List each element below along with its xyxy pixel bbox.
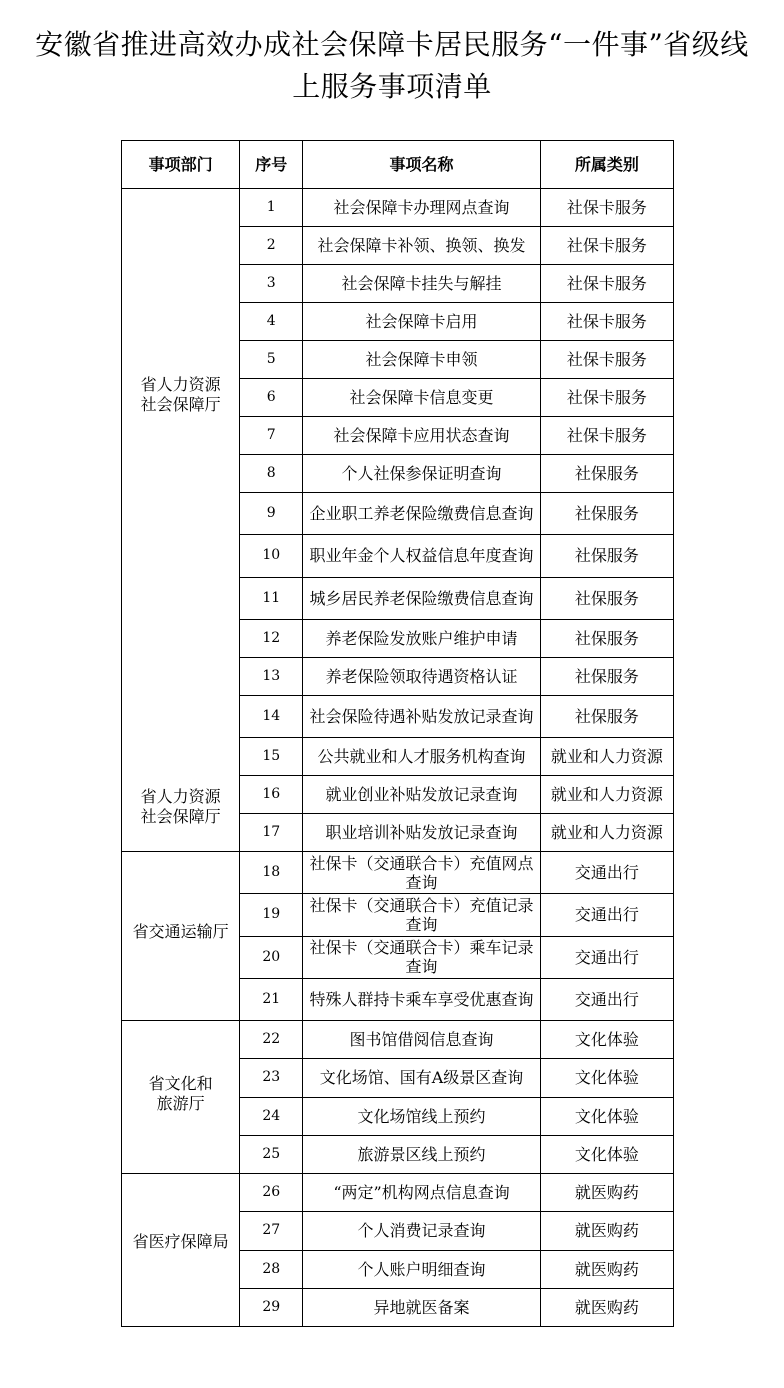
header-name: 事项名称 <box>303 141 540 189</box>
item-category: 文化体验 <box>540 1021 673 1059</box>
document-title <box>0 24 784 108</box>
item-name: 个人社保参保证明查询 <box>303 455 540 493</box>
row-number: 25 <box>240 1135 303 1173</box>
row-number: 19 <box>240 894 303 936</box>
row-number: 9 <box>240 493 303 535</box>
row-number: 5 <box>240 341 303 379</box>
header-dept: 事项部门 <box>122 141 240 189</box>
item-name: 公共就业和人才服务机构查询 <box>303 737 540 775</box>
dept-label-line: 省医疗保障局 <box>132 1232 229 1251</box>
item-category: 社保卡服务 <box>540 227 673 265</box>
item-category: 就医购药 <box>540 1250 673 1288</box>
item-name: 社会保险待遇补贴发放记录查询 <box>303 695 540 737</box>
row-number: 2 <box>240 227 303 265</box>
item-name: 社会保障卡启用 <box>303 303 540 341</box>
item-category: 文化体验 <box>540 1097 673 1135</box>
item-category: 交通出行 <box>540 894 673 936</box>
item-name: 旅游景区线上预约 <box>303 1135 540 1173</box>
item-name: 养老保险发放账户维护申请 <box>303 619 540 657</box>
dept-label-line: 旅游厅 <box>156 1094 205 1113</box>
item-name: 职业培训补贴发放记录查询 <box>303 813 540 851</box>
item-name: 社会保障卡应用状态查询 <box>303 417 540 455</box>
item-name: 就业创业补贴发放记录查询 <box>303 775 540 813</box>
dept-label <box>122 375 239 415</box>
row-number: 23 <box>240 1059 303 1097</box>
table-header-row <box>122 141 674 189</box>
row-number: 12 <box>240 619 303 657</box>
dept-label-line: 省人力资源 <box>140 787 221 806</box>
dept-label-line: 社会保障厅 <box>140 395 221 414</box>
row-number: 10 <box>240 535 303 577</box>
table-body <box>122 189 674 1327</box>
item-category: 社保卡服务 <box>540 265 673 303</box>
title-line-2: 上服务事项清单 <box>292 70 492 103</box>
row-number: 6 <box>240 379 303 417</box>
item-category: 交通出行 <box>540 978 673 1020</box>
item-name: 个人消费记录查询 <box>303 1212 540 1250</box>
item-name: 职业年金个人权益信息年度查询 <box>303 535 540 577</box>
row-number: 16 <box>240 775 303 813</box>
title-line-1: 安徽省推进高效办成社会保障卡居民服务“一件事”省级线 <box>35 28 749 61</box>
item-category: 社保服务 <box>540 619 673 657</box>
item-name: 企业职工养老保险缴费信息查询 <box>303 493 540 535</box>
item-category: 社保服务 <box>540 455 673 493</box>
item-category: 社保卡服务 <box>540 189 673 227</box>
table-row <box>122 1021 674 1059</box>
dept-label <box>122 922 239 942</box>
row-number: 11 <box>240 577 303 619</box>
item-name: 文化场馆、国有A级景区查询 <box>303 1059 540 1097</box>
item-name: 图书馆借阅信息查询 <box>303 1021 540 1059</box>
table-row <box>122 852 674 894</box>
dept-cell <box>122 189 240 852</box>
item-category: 就业和人力资源 <box>540 775 673 813</box>
header-category: 所属类别 <box>540 141 673 189</box>
item-name: 社会保障卡补领、换领、换发 <box>303 227 540 265</box>
row-number: 17 <box>240 813 303 851</box>
dept-label <box>122 1074 239 1114</box>
row-number: 26 <box>240 1174 303 1212</box>
item-name: 社保卡（交通联合卡）充值记录查询 <box>303 894 540 936</box>
item-name: “两定”机构网点信息查询 <box>303 1174 540 1212</box>
item-name: 文化场馆线上预约 <box>303 1097 540 1135</box>
item-name: 特殊人群持卡乘车享受优惠查询 <box>303 978 540 1020</box>
dept-cell <box>122 1174 240 1327</box>
row-number: 20 <box>240 936 303 978</box>
service-list-table <box>121 140 674 1327</box>
item-category: 交通出行 <box>540 852 673 894</box>
row-number: 8 <box>240 455 303 493</box>
row-number: 14 <box>240 695 303 737</box>
item-name: 个人账户明细查询 <box>303 1250 540 1288</box>
item-category: 就医购药 <box>540 1174 673 1212</box>
dept-label <box>122 787 239 827</box>
row-number: 1 <box>240 189 303 227</box>
item-category: 就业和人力资源 <box>540 813 673 851</box>
row-number: 15 <box>240 737 303 775</box>
row-number: 21 <box>240 978 303 1020</box>
table-row <box>122 1174 674 1212</box>
row-number: 27 <box>240 1212 303 1250</box>
row-number: 24 <box>240 1097 303 1135</box>
item-category: 社保服务 <box>540 577 673 619</box>
row-number: 29 <box>240 1288 303 1326</box>
item-name: 社会保障卡办理网点查询 <box>303 189 540 227</box>
item-category: 社保服务 <box>540 657 673 695</box>
item-name: 社保卡（交通联合卡）充值网点查询 <box>303 852 540 894</box>
item-category: 社保服务 <box>540 695 673 737</box>
header-no: 序号 <box>240 141 303 189</box>
dept-label-line: 省交通运输厅 <box>132 922 229 941</box>
item-category: 交通出行 <box>540 936 673 978</box>
row-number: 3 <box>240 265 303 303</box>
item-category: 就医购药 <box>540 1212 673 1250</box>
dept-label-line: 省人力资源 <box>140 375 221 394</box>
dept-label-line: 社会保障厅 <box>140 807 221 826</box>
dept-label <box>122 1232 239 1252</box>
item-category: 就医购药 <box>540 1288 673 1326</box>
item-name: 异地就医备案 <box>303 1288 540 1326</box>
row-number: 28 <box>240 1250 303 1288</box>
item-category: 社保卡服务 <box>540 303 673 341</box>
row-number: 13 <box>240 657 303 695</box>
item-category: 文化体验 <box>540 1059 673 1097</box>
dept-cell <box>122 852 240 1021</box>
item-name: 社会保障卡申领 <box>303 341 540 379</box>
item-name: 城乡居民养老保险缴费信息查询 <box>303 577 540 619</box>
row-number: 18 <box>240 852 303 894</box>
item-category: 社保服务 <box>540 493 673 535</box>
item-category: 社保卡服务 <box>540 379 673 417</box>
item-category: 文化体验 <box>540 1135 673 1173</box>
item-category: 就业和人力资源 <box>540 737 673 775</box>
item-name: 养老保险领取待遇资格认证 <box>303 657 540 695</box>
item-category: 社保服务 <box>540 535 673 577</box>
item-name: 社会保障卡挂失与解挂 <box>303 265 540 303</box>
item-name: 社保卡（交通联合卡）乘车记录查询 <box>303 936 540 978</box>
dept-cell <box>122 1021 240 1174</box>
dept-label-line: 省文化和 <box>148 1074 213 1093</box>
item-category: 社保卡服务 <box>540 341 673 379</box>
item-category: 社保卡服务 <box>540 417 673 455</box>
row-number: 22 <box>240 1021 303 1059</box>
item-name: 社会保障卡信息变更 <box>303 379 540 417</box>
row-number: 4 <box>240 303 303 341</box>
row-number: 7 <box>240 417 303 455</box>
table-row <box>122 189 674 227</box>
